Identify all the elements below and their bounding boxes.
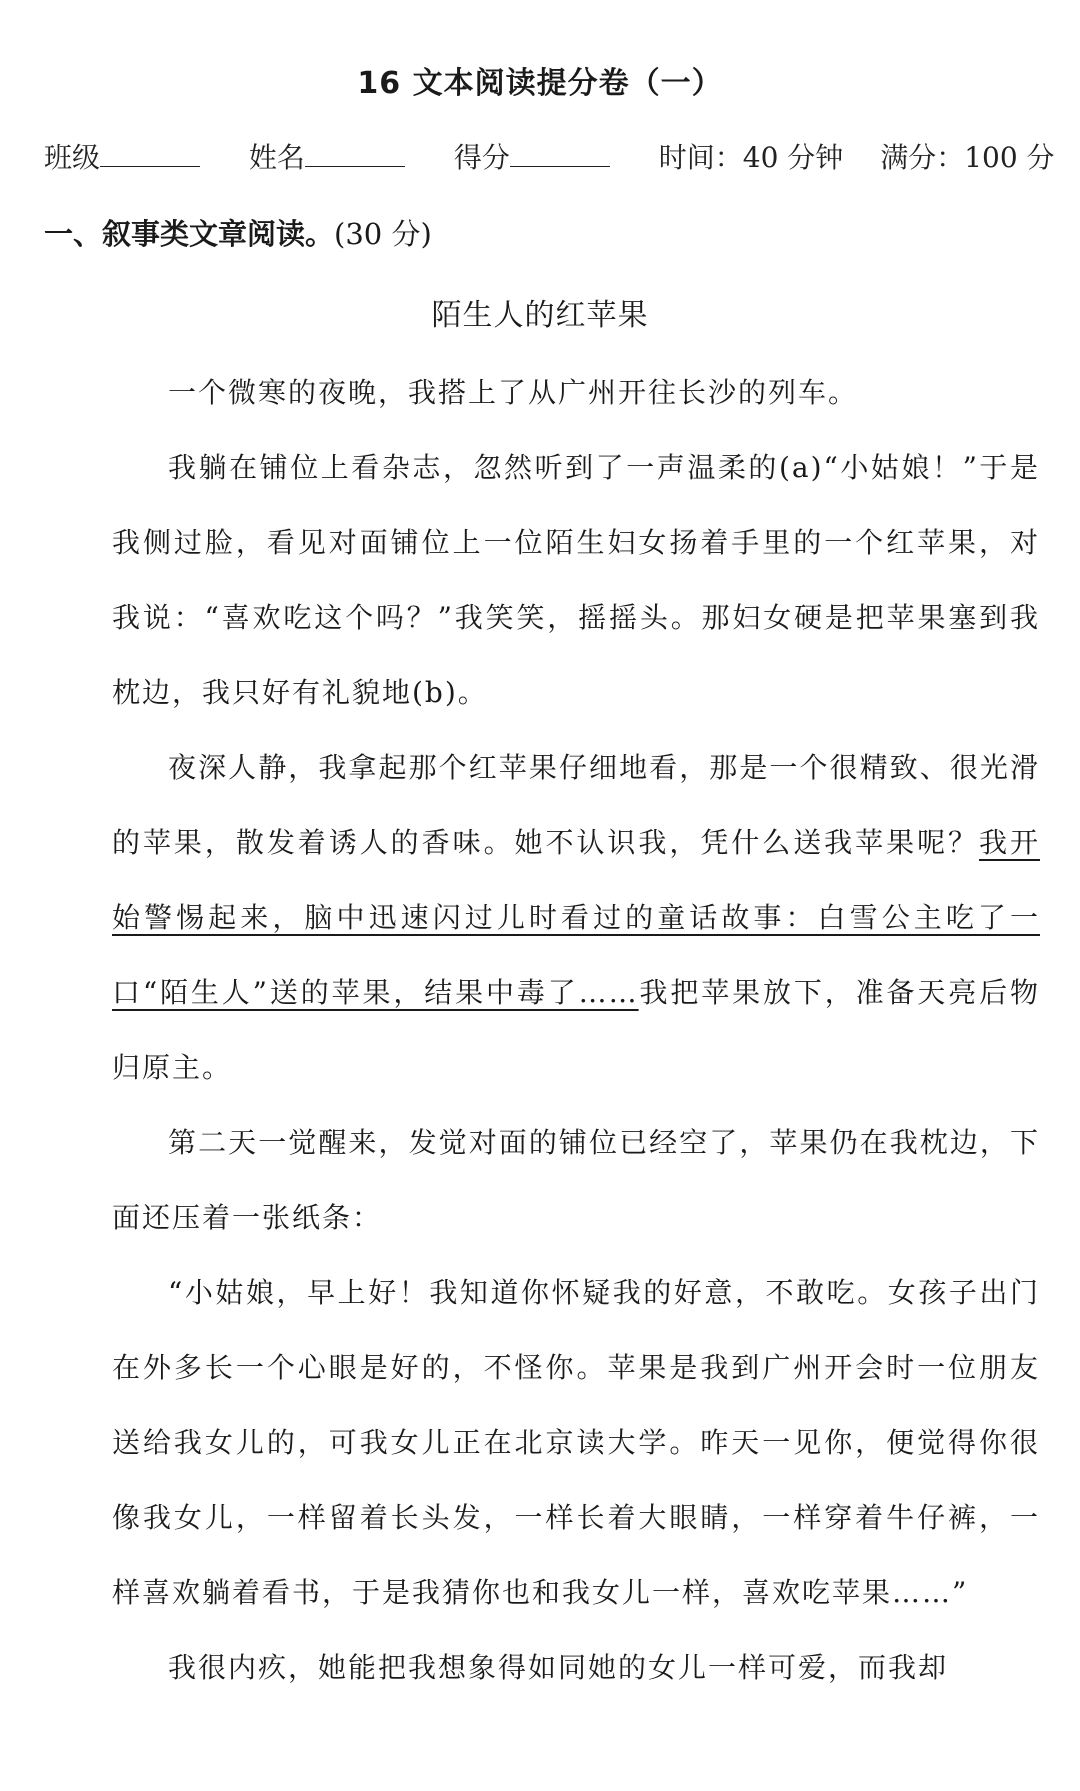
name-blank[interactable]: [305, 140, 405, 167]
name-label: 姓名: [248, 141, 305, 174]
section-points: (30 分): [334, 217, 432, 251]
score-blank[interactable]: [510, 140, 610, 167]
section-heading-text: 一、叙事类文章阅读。: [44, 217, 335, 251]
story-body: [112, 355, 1040, 1705]
student-info-line: [44, 136, 1055, 176]
paragraph-4: 第二天一觉醒来，发觉对面的铺位已经空了，苹果仍在我枕边，下面还压着一张纸条：: [112, 1126, 1040, 1234]
paragraph-6: 我很内疚，她能把我想象得如同她的女儿一样可爱，而我却: [168, 1651, 949, 1684]
story-title: 陌生人的红苹果: [431, 298, 649, 333]
paragraph-3-start: 夜深人静，我拿起那个红苹果仔细地看，那是一个很精致、很光滑的苹果，散发着诱人的香味。她不认识我，凭什么送我苹果呢？: [112, 751, 1040, 859]
score-label: 得分: [453, 141, 510, 174]
exam-title: 16 文本阅读提分卷（一）: [357, 66, 723, 101]
time-info: 时间：40 分钟: [658, 141, 844, 174]
underlined-sentence: 我开始警惕起来，脑中迅速闪过儿时看过的童话故事：白雪公主吃了一口“陌生人”送的苹果，结果中毒了……: [112, 826, 1040, 1009]
class-label: 班级: [44, 141, 101, 174]
section-heading: [44, 212, 432, 253]
paragraph-1: 一个微寒的夜晚，我搭上了从广州开往长沙的列车。: [168, 376, 859, 409]
paragraph-5: “小姑娘，早上好！我知道你怀疑我的好意，不敢吃。女孩子出门在外多长一个心眼是好的，不怪你。苹果是我到广州开会时一位朋友送给我女儿的，可我女儿正在北京读大学。昨天一见你，便觉得你很像我女儿，一样留着长头发，一样长着大眼睛，一样穿着牛仔裤，一样喜欢躺着看书，于是我猜你也和我女儿一样，喜欢吃苹果……”: [112, 1276, 1040, 1609]
paragraph-3-end: 我把苹果放下，准备天亮后物归原主。: [112, 976, 1040, 1084]
paragraph-3: [112, 730, 1040, 1105]
full-score-info: 满分：100 分: [880, 141, 1055, 174]
class-blank[interactable]: [100, 140, 200, 167]
paragraph-2: 我躺在铺位上看杂志，忽然听到了一声温柔的(a)“小姑娘！”于是我侧过脸，看见对面铺位上一位陌生妇女扬着手里的一个红苹果，对我说：“喜欢吃这个吗？”我笑笑，摇摇头。那妇女硬是把苹果塞到我枕边，我只好有礼貌地(b)。: [112, 451, 1040, 709]
